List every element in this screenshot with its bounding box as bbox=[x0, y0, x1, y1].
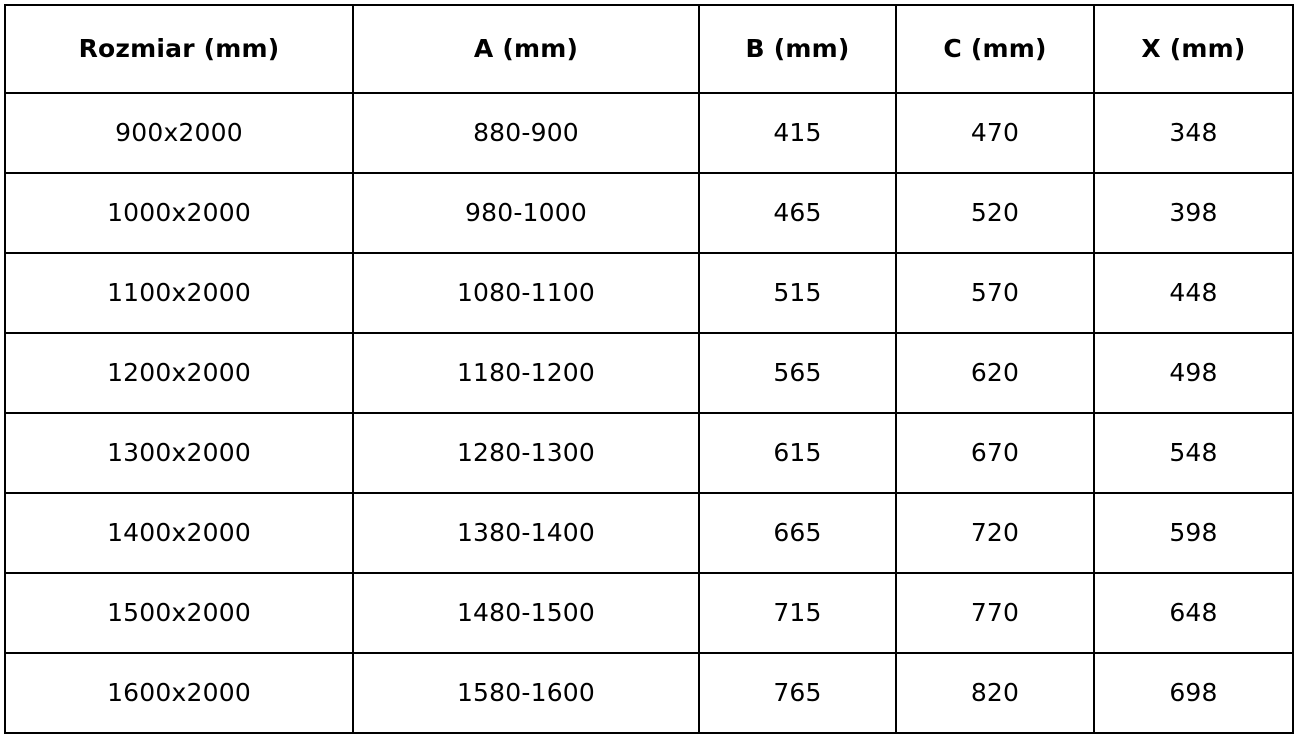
cell-b: 415 bbox=[699, 93, 896, 173]
cell-size: 1600x2000 bbox=[5, 653, 353, 733]
table-row bbox=[5, 173, 1293, 253]
table-row bbox=[5, 573, 1293, 653]
cell-c: 620 bbox=[896, 333, 1094, 413]
cell-x: 698 bbox=[1094, 653, 1293, 733]
cell-b: 465 bbox=[699, 173, 896, 253]
cell-size: 1100x2000 bbox=[5, 253, 353, 333]
cell-a: 880-900 bbox=[353, 93, 699, 173]
cell-a: 1580-1600 bbox=[353, 653, 699, 733]
cell-a: 1380-1400 bbox=[353, 493, 699, 573]
cell-size: 900x2000 bbox=[5, 93, 353, 173]
cell-c: 770 bbox=[896, 573, 1094, 653]
table-row bbox=[5, 653, 1293, 733]
cell-size: 1300x2000 bbox=[5, 413, 353, 493]
cell-c: 520 bbox=[896, 173, 1094, 253]
cell-c: 570 bbox=[896, 253, 1094, 333]
dimensions-table bbox=[4, 4, 1294, 734]
cell-b: 515 bbox=[699, 253, 896, 333]
cell-a: 1480-1500 bbox=[353, 573, 699, 653]
cell-b: 615 bbox=[699, 413, 896, 493]
cell-c: 720 bbox=[896, 493, 1094, 573]
cell-x: 548 bbox=[1094, 413, 1293, 493]
cell-c: 470 bbox=[896, 93, 1094, 173]
cell-a: 1080-1100 bbox=[353, 253, 699, 333]
cell-size: 1000x2000 bbox=[5, 173, 353, 253]
cell-a: 980-1000 bbox=[353, 173, 699, 253]
table-body bbox=[5, 93, 1293, 733]
cell-size: 1200x2000 bbox=[5, 333, 353, 413]
cell-x: 448 bbox=[1094, 253, 1293, 333]
cell-c: 820 bbox=[896, 653, 1094, 733]
cell-a: 1180-1200 bbox=[353, 333, 699, 413]
column-header-b: B (mm) bbox=[699, 5, 896, 93]
table-row bbox=[5, 333, 1293, 413]
table-row bbox=[5, 253, 1293, 333]
table-header-row bbox=[5, 5, 1293, 93]
cell-b: 565 bbox=[699, 333, 896, 413]
cell-x: 348 bbox=[1094, 93, 1293, 173]
column-header-rozmiar: Rozmiar (mm) bbox=[5, 5, 353, 93]
cell-x: 498 bbox=[1094, 333, 1293, 413]
cell-c: 670 bbox=[896, 413, 1094, 493]
cell-b: 765 bbox=[699, 653, 896, 733]
table-row bbox=[5, 493, 1293, 573]
column-header-c: C (mm) bbox=[896, 5, 1094, 93]
cell-b: 665 bbox=[699, 493, 896, 573]
cell-b: 715 bbox=[699, 573, 896, 653]
cell-size: 1400x2000 bbox=[5, 493, 353, 573]
column-header-x: X (mm) bbox=[1094, 5, 1293, 93]
cell-a: 1280-1300 bbox=[353, 413, 699, 493]
cell-x: 648 bbox=[1094, 573, 1293, 653]
cell-x: 598 bbox=[1094, 493, 1293, 573]
cell-x: 398 bbox=[1094, 173, 1293, 253]
table-row bbox=[5, 413, 1293, 493]
table-header bbox=[5, 5, 1293, 93]
table-row bbox=[5, 93, 1293, 173]
document-page bbox=[0, 4, 1297, 723]
cell-size: 1500x2000 bbox=[5, 573, 353, 653]
column-header-a: A (mm) bbox=[353, 5, 699, 93]
